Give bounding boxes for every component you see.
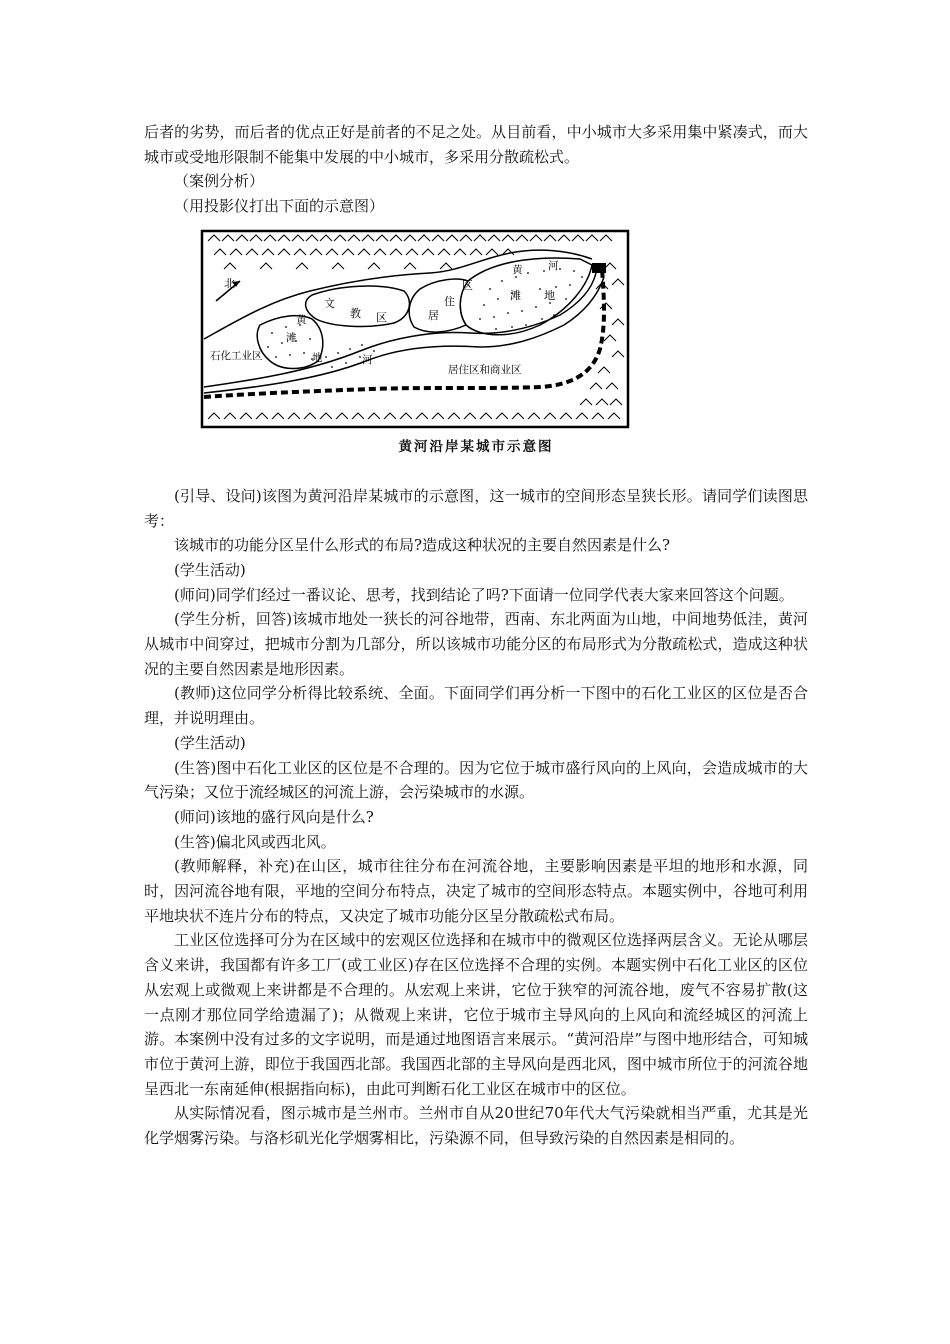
culture-label-1: 文 bbox=[324, 296, 335, 310]
residential-label-3: 区 bbox=[462, 278, 473, 292]
paragraph: 该城市的功能分区呈什么形式的布局?造成这种状况的主要自然因素是什么? bbox=[174, 536, 671, 555]
paragraph: （用投影仪打出下面的示意图） bbox=[174, 197, 385, 216]
paragraph: (学生活动) bbox=[174, 560, 246, 579]
petrochemical-label: 石化工业区 bbox=[210, 349, 263, 362]
beach-left-label-1: 黄 bbox=[296, 313, 307, 326]
residential-commercial-label: 居住区和商业区 bbox=[448, 363, 522, 376]
culture-label-3: 区 bbox=[376, 310, 387, 324]
paragraph: 从实际情况看，图示城市是兰州市。兰州市自从20世纪70年代大气污染就相当严重，尤其是光化学烟雾污染。与洛杉矶光化学烟雾相比，污染源不同，但导致污染的自然因素是相同的。 bbox=[144, 1104, 808, 1148]
river-middle-label: 河 bbox=[362, 353, 373, 366]
paragraph: (引导、设问)该图为黄河沿岸某城市的示意图，这一城市的空间形态呈狭长形。请同学们读图思考： bbox=[144, 486, 808, 530]
north-label: 北 bbox=[224, 276, 235, 290]
residential-label-2: 住 bbox=[444, 294, 455, 308]
yellow-river-label-2: 河 bbox=[548, 259, 559, 272]
beach-left-label-2: 滩 bbox=[286, 331, 297, 344]
beach-right-label-1: 滩 bbox=[510, 288, 521, 302]
beach-left-label-3: 地 bbox=[312, 351, 323, 364]
paragraphs-top bbox=[144, 120, 808, 219]
paragraphs-bottom bbox=[144, 484, 808, 1151]
paragraph: (生答)偏北风或西北风。 bbox=[174, 832, 336, 851]
paragraph: 后者的劣势，而后者的优点正好是前者的不足之处。从目前看，中小城市大多采用集中紧凑式，而大城市或受地形限制不能集中发展的中小城市，多采用分散疏松式。 bbox=[144, 123, 808, 166]
document-page bbox=[144, 120, 808, 1151]
paragraph: (教师)这位同学分析得比较系统、全面。下面同学们再分析一下图中的石化工业区的区位是否合理，并说明理由。 bbox=[144, 684, 808, 728]
residential-label-1: 居 bbox=[428, 308, 439, 322]
paragraph: (师问)该地的盛行风向是什么? bbox=[174, 807, 374, 826]
paragraph: (师问)同学们经过一番议论、思考，找到结论了吗?下面请一位同学代表大家来回答这个问题。 bbox=[174, 585, 794, 604]
paragraph: (生答)图中石化工业区的区位是不合理的。因为它位于城市盛行风向的上风向，会造成城市的大气污染；又位于流经城区的河流上游，会污染城市的水源。 bbox=[144, 758, 808, 802]
city-map-figure bbox=[144, 219, 808, 484]
figure-caption: 黄河沿岸某城市示意图 bbox=[398, 438, 554, 455]
beach-right-label-2: 地 bbox=[544, 288, 555, 302]
city-map bbox=[200, 229, 630, 429]
paragraph: (教师解释，补充)在山区，城市往往分布在河流谷地，主要影响因素是平坦的地形和水源，同时，因河流谷地有限，平地的空间分布特点，决定了城市的空间形态特点。本题实例中，谷地可利用平地块状不连片分布的特点，又决定了城市功能分区呈分散疏松式布局。 bbox=[144, 857, 808, 925]
culture-label-2: 教 bbox=[350, 306, 361, 320]
paragraph: (学生活动) bbox=[174, 733, 246, 752]
bridge bbox=[592, 263, 606, 273]
paragraph: (学生分析，回答)该城市地处一狭长的河谷地带，西南、东北两面为山地，中间地势低洼，黄河从城市中间穿过，把城市分割为几部分，所以该城市功能分区的布局形式为分散疏松式，造成这种状况的主要自然因素是地形因素。 bbox=[144, 610, 808, 678]
paragraph: （案例分析） bbox=[174, 172, 265, 191]
paragraph: 工业区位选择可分为在区域中的宏观区位选择和在城市中的微观区位选择两层含义。无论从哪层含义来讲，我国都有许多工厂(或工业区)存在区位选择不合理的实例。本题实例中石化工业区的区位从宏观上或微观上来讲都是不合理的。从宏观上来讲，它位于狭窄的河流谷地，废气不容易扩散(这一点刚才那位同学给遗漏了)；从微观上来讲，它位于城市主导风向的上风向和流经城区的河流上游。本案例中没有过多的文字说明，而是通过地图语言来展示。“黄河沿岸”与图中地形结合，可知城市位于黄河上游，即位于我国西北部。我国西北部的主导风向是西北风，图中城市所位于的河流谷地呈西北一东南延伸(根据指向标)，由此可判断石化工业区在城市中的区位。 bbox=[144, 931, 808, 1098]
yellow-river-label-1: 黄 bbox=[512, 263, 523, 276]
